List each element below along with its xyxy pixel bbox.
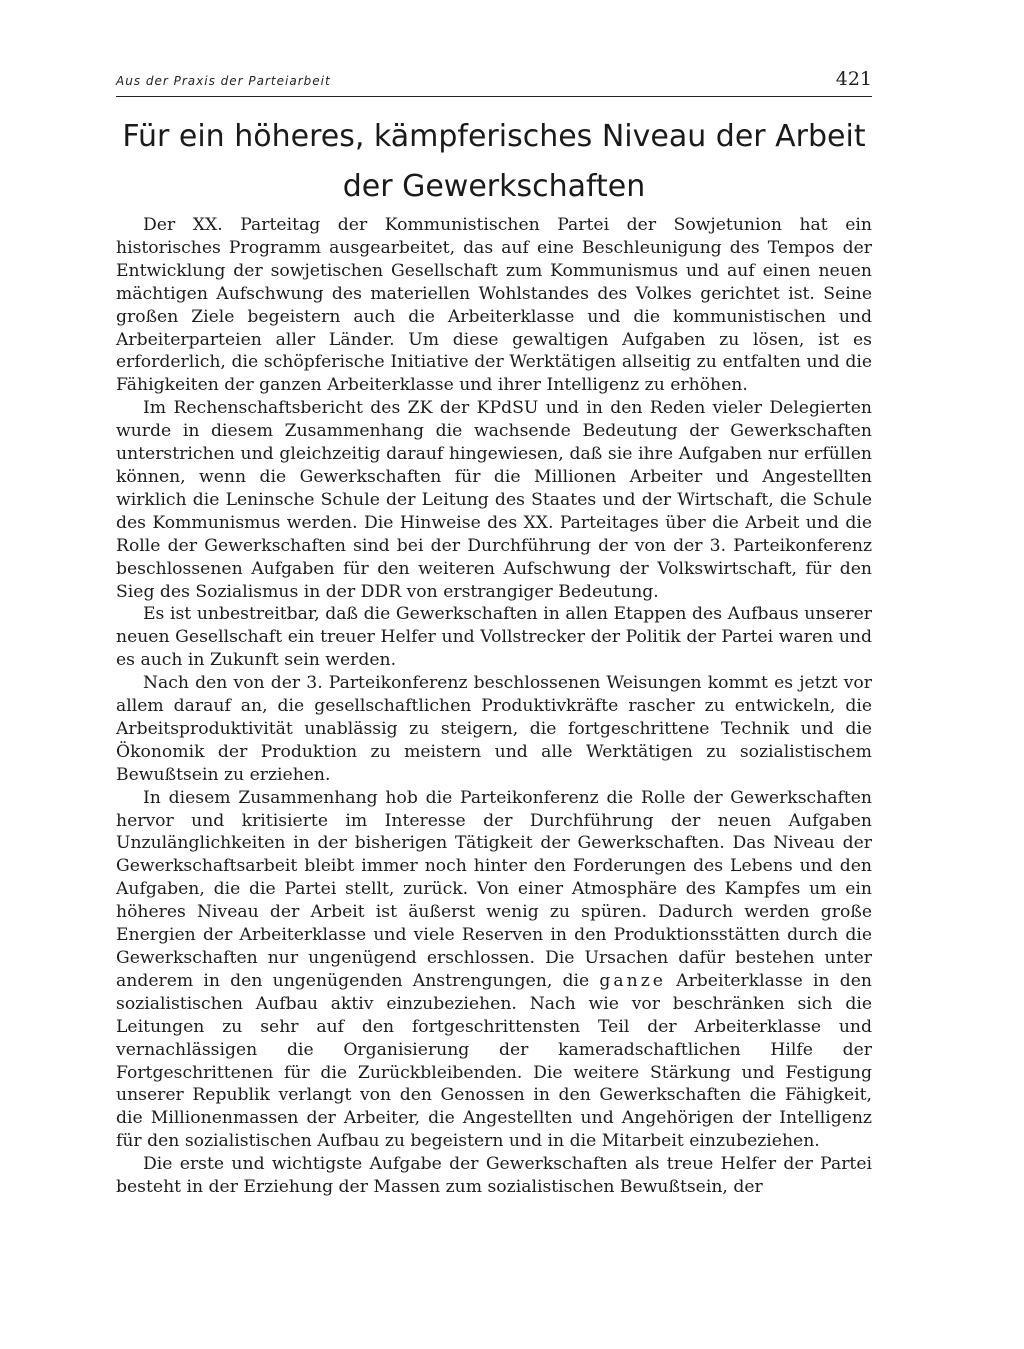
article-title-line-2: der Gewerkschaften [342, 169, 646, 204]
paragraph-3: Es ist unbestreitbar, daß die Gewerkschaften in allen Etappen des Aufbaus unserer neuen Gesellschaft ein treuer Helfer und Vollstrecker der Politik der Partei waren und es auch in Zukunft sein werden. [116, 604, 872, 671]
running-title: Aus der Praxis der Parteiarbeit [116, 74, 331, 88]
paragraph-5-part-1: In diesem Zusammenhang hob die Parteikonferenz die Rolle der Gewerkschaften hervor und kritisierte im Interesse der Durchführung der neuen Aufgaben Unzulänglichkeiten in der bisherigen Tätigkeit der Gewerkschaften. Das Niveau der Gewerkschaftsarbeit bleibt immer noch hinter den Forderungen des Lebens und den Aufgaben, die die Partei stellt, zurück. Von einer Atmosphäre des Kampfes um ein höheres Niveau der Arbeit ist äußerst wenig zu spüren. Dadurch werden große Energien der Arbeiterklasse und viele Reserven in den Produktionsstätten durch die Gewerkschaften nur ungenügend erschlossen. Die Ursachen dafür bestehen unter anderem in den ungenügenden Anstrengungen, die [116, 787, 872, 991]
article-body [116, 214, 872, 1199]
article-title [116, 112, 872, 212]
paragraph-5-part-2: Arbeiterklasse in den sozialistischen Aufbau aktiv einzubeziehen. Nach wie vor beschränken sich die Leitungen zu sehr auf den fortgeschrittensten Teil der Arbeiterklasse und vernachlässigen die Organisierung der kameradschaftlichen Hilfe der Fortgeschrittenen für die Zurückbleibenden. Die weitere Stärkung und Festigung unserer Republik verlangt von den Genossen in den Gewerkschaften die Fähigkeit, die Millionenmassen der Arbeiter, die Angestellten und Angehörigen der Intelligenz für den sozialistischen Aufbau zu begeistern und in die Mitarbeit einzubeziehen. [116, 970, 872, 1152]
paragraph-5 [116, 787, 872, 1154]
paragraph-6: Die erste und wichtigste Aufgabe der Gewerkschaften als treue Helfer der Partei besteht in der Erziehung der Massen zum sozialistischen Bewußtsein, der [116, 1154, 872, 1198]
running-header [116, 66, 872, 97]
emphasis-ganze: ganze [599, 970, 666, 991]
article-title-line-1: Für ein höheres, kämpferisches Niveau der Arbeit [122, 119, 866, 154]
paragraph-4: Nach den von der 3. Parteikonferenz beschlossenen Weisungen kommt es jetzt vor allem darauf an, die gesellschaftlichen Produktivkräfte rascher zu entwickeln, die Arbeitsproduktivität unablässig zu steigern, die fortgeschrittene Technik und die Ökonomik der Produktion zu meistern und alle Werktätigen zu sozialistischem Bewußtsein zu erziehen. [116, 673, 872, 785]
paragraph-2: Im Rechenschaftsbericht des ZK der KPdSU und in den Reden vieler Delegierten wurde in diesem Zusammenhang die wachsende Bedeutung der Gewerkschaften unterstrichen und gleichzeitig darauf hingewiesen, daß sie ihre Aufgaben nur erfüllen können, wenn die Gewerkschaften für die Millionen Arbeiter und Angestellten wirklich die Leninsche Schule der Leitung des Staates und der Wirtschaft, die Schule des Kommunismus werden. Die Hinweise des XX. Parteitages über die Arbeit und die Rolle der Gewerkschaften sind bei der Durchführung der von der 3. Parteikonferenz beschlossenen Aufgaben für den weiteren Aufschwung der Volkswirtschaft, für den Sieg des Sozialismus in der DDR von erstrangiger Bedeutung. [116, 398, 872, 602]
page-number: 421 [835, 68, 872, 90]
paragraph-1: Der XX. Parteitag der Kommunistischen Partei der Sowjetunion hat ein historisches Programm ausgearbeitet, das auf eine Beschleunigung des Tempos der Entwicklung der sowjetischen Gesellschaft zum Kommunismus und auf einen neuen mächtigen Aufschwung des materiellen Wohlstandes des Volkes gerichtet ist. Seine großen Ziele begeistern auch die Arbeiterklasse und die kommunistischen und Arbeiterparteien aller Länder. Um diese gewaltigen Aufgaben zu lösen, ist es erforderlich, die schöpferische Initiative der Werktätigen allseitig zu entfalten und die Fähigkeiten der ganzen Arbeiterklasse und ihrer Intelligenz zu erhöhen. [116, 215, 872, 396]
